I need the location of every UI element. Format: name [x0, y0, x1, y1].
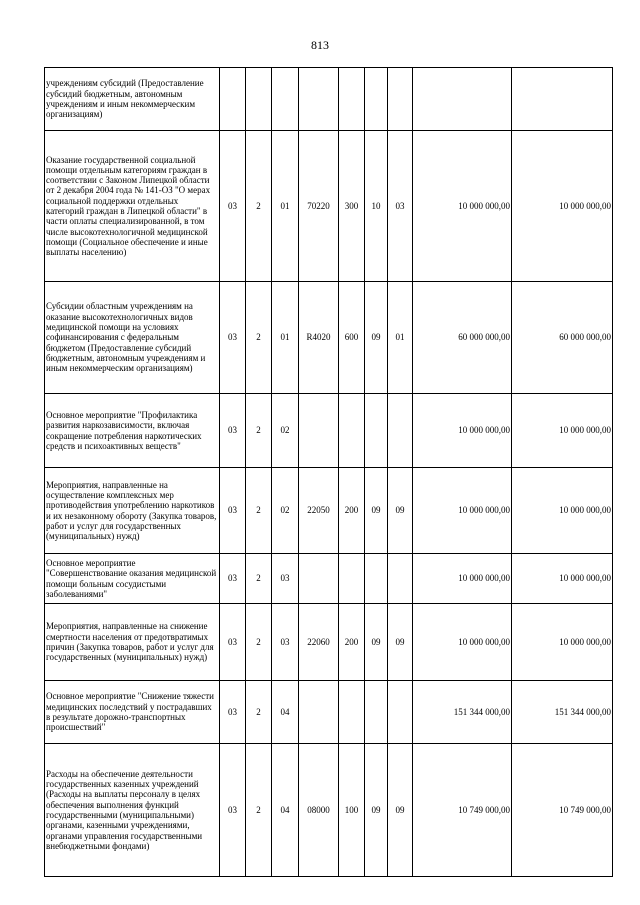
program-code: 03: [220, 468, 246, 554]
table-row: [45, 604, 613, 681]
amount-year-2: 60 000 000,00: [512, 282, 613, 394]
subsection-code: 09: [388, 468, 413, 554]
direction-code: [299, 681, 339, 744]
direction-code: 22050: [299, 468, 339, 554]
activity-code: 02: [272, 468, 299, 554]
row-description: Субсидии областным учреждениям на оказание высокотехнологичных видов медицинской помощи на условиях софинансирования с федеральным бюджетом (Предоставление субсидий бюджетным, автономным учреждениям и иным некоммерческим организациям): [45, 282, 220, 394]
amount-year-1: [413, 68, 512, 131]
amount-year-2: 10 749 000,00: [512, 744, 613, 877]
activity-code: 02: [272, 394, 299, 468]
expense-type-code: 200: [339, 604, 365, 681]
subprogram-code: [246, 68, 272, 131]
table-row: [45, 131, 613, 282]
program-code: 03: [220, 282, 246, 394]
subprogram-code: 2: [246, 681, 272, 744]
table-row: [45, 282, 613, 394]
expense-type-code: 100: [339, 744, 365, 877]
row-description: Основное мероприятие "Снижение тяжести медицинских последствий у пострадавших в результате дорожно-транспортных происшествий": [45, 681, 220, 744]
expense-type-code: [339, 394, 365, 468]
amount-year-2: [512, 68, 613, 131]
activity-code: 04: [272, 744, 299, 877]
subsection-code: [388, 681, 413, 744]
amount-year-2: 10 000 000,00: [512, 604, 613, 681]
table-row: [45, 468, 613, 554]
activity-code: 01: [272, 282, 299, 394]
amount-year-1: 10 000 000,00: [413, 554, 512, 604]
activity-code: [272, 68, 299, 131]
amount-year-2: 10 000 000,00: [512, 394, 613, 468]
row-description: Основное мероприятие "Совершенствование оказания медицинской помощи больным сосудистыми заболеваниями": [45, 554, 220, 604]
amount-year-2: 10 000 000,00: [512, 468, 613, 554]
table-row: [45, 681, 613, 744]
amount-year-2: 10 000 000,00: [512, 131, 613, 282]
amount-year-2: 151 344 000,00: [512, 681, 613, 744]
budget-table: [44, 67, 613, 877]
amount-year-2: 10 000 000,00: [512, 554, 613, 604]
subsection-code: [388, 68, 413, 131]
activity-code: 03: [272, 554, 299, 604]
section-code: [365, 681, 388, 744]
section-code: 09: [365, 604, 388, 681]
program-code: 03: [220, 554, 246, 604]
table-row: [45, 68, 613, 131]
subprogram-code: 2: [246, 282, 272, 394]
section-code: [365, 394, 388, 468]
amount-year-1: 60 000 000,00: [413, 282, 512, 394]
row-description: Расходы на обеспечение деятельности государственных казенных учреждений (Расходы на выплаты персоналу в целях обеспечения выполнения функций государственными (муниципальными) органами, казенными учреждениями, органами управления государственными внебюджетными фондами): [45, 744, 220, 877]
expense-type-code: [339, 68, 365, 131]
direction-code: 22060: [299, 604, 339, 681]
expense-type-code: 200: [339, 468, 365, 554]
subsection-code: 03: [388, 131, 413, 282]
subprogram-code: 2: [246, 394, 272, 468]
subprogram-code: 2: [246, 468, 272, 554]
subsection-code: [388, 554, 413, 604]
subsection-code: 09: [388, 604, 413, 681]
expense-type-code: 600: [339, 282, 365, 394]
section-code: [365, 554, 388, 604]
activity-code: 04: [272, 681, 299, 744]
section-code: 09: [365, 282, 388, 394]
section-code: [365, 68, 388, 131]
program-code: 03: [220, 394, 246, 468]
expense-type-code: 300: [339, 131, 365, 282]
row-description: Мероприятия, направленные на осуществление комплексных мер противодействия употреблению наркотиков и их незаконному обороту (Закупка товаров, работ и услуг для государственных (муниципальных) нужд): [45, 468, 220, 554]
direction-code: R4020: [299, 282, 339, 394]
expense-type-code: [339, 554, 365, 604]
program-code: 03: [220, 131, 246, 282]
subprogram-code: 2: [246, 131, 272, 282]
subprogram-code: 2: [246, 744, 272, 877]
section-code: 09: [365, 744, 388, 877]
activity-code: 01: [272, 131, 299, 282]
section-code: 10: [365, 131, 388, 282]
subprogram-code: 2: [246, 554, 272, 604]
table-row: [45, 554, 613, 604]
direction-code: [299, 68, 339, 131]
expense-type-code: [339, 681, 365, 744]
amount-year-1: 10 000 000,00: [413, 394, 512, 468]
amount-year-1: 10 749 000,00: [413, 744, 512, 877]
program-code: 03: [220, 681, 246, 744]
subprogram-code: 2: [246, 604, 272, 681]
activity-code: 03: [272, 604, 299, 681]
section-code: 09: [365, 468, 388, 554]
table-row: [45, 394, 613, 468]
subsection-code: 09: [388, 744, 413, 877]
direction-code: [299, 394, 339, 468]
subsection-code: [388, 394, 413, 468]
amount-year-1: 10 000 000,00: [413, 131, 512, 282]
direction-code: [299, 554, 339, 604]
row-description: Оказание государственной социальной помощи отдельным категориям граждан в соответствии с Законом Липецкой области от 2 декабря 2004 года № 141-ОЗ "О мерах социальной поддержки отдельных категорий граждан в Липецкой области" в части оплаты специализированной, в том числе высокотехнологичной медицинской помощи (Социальное обеспечение и иные выплаты населению): [45, 131, 220, 282]
program-code: 03: [220, 744, 246, 877]
amount-year-1: 10 000 000,00: [413, 468, 512, 554]
program-code: [220, 68, 246, 131]
table-row: [45, 744, 613, 877]
amount-year-1: 151 344 000,00: [413, 681, 512, 744]
page-number: 813: [311, 38, 329, 52]
row-description: Мероприятия, направленные на снижение смертности населения от предотвратимых причин (Закупка товаров, работ и услуг для государственных (муниципальных) нужд): [45, 604, 220, 681]
row-description: Основное мероприятие "Профилактика развития наркозависимости, включая сокращение потребления наркотических средств и психоактивных веществ": [45, 394, 220, 468]
row-description: учреждениям субсидий (Предоставление субсидий бюджетным, автономным учреждениям и иным некоммерческим организациям): [45, 68, 220, 131]
program-code: 03: [220, 604, 246, 681]
amount-year-1: 10 000 000,00: [413, 604, 512, 681]
direction-code: 08000: [299, 744, 339, 877]
subsection-code: 01: [388, 282, 413, 394]
direction-code: 70220: [299, 131, 339, 282]
